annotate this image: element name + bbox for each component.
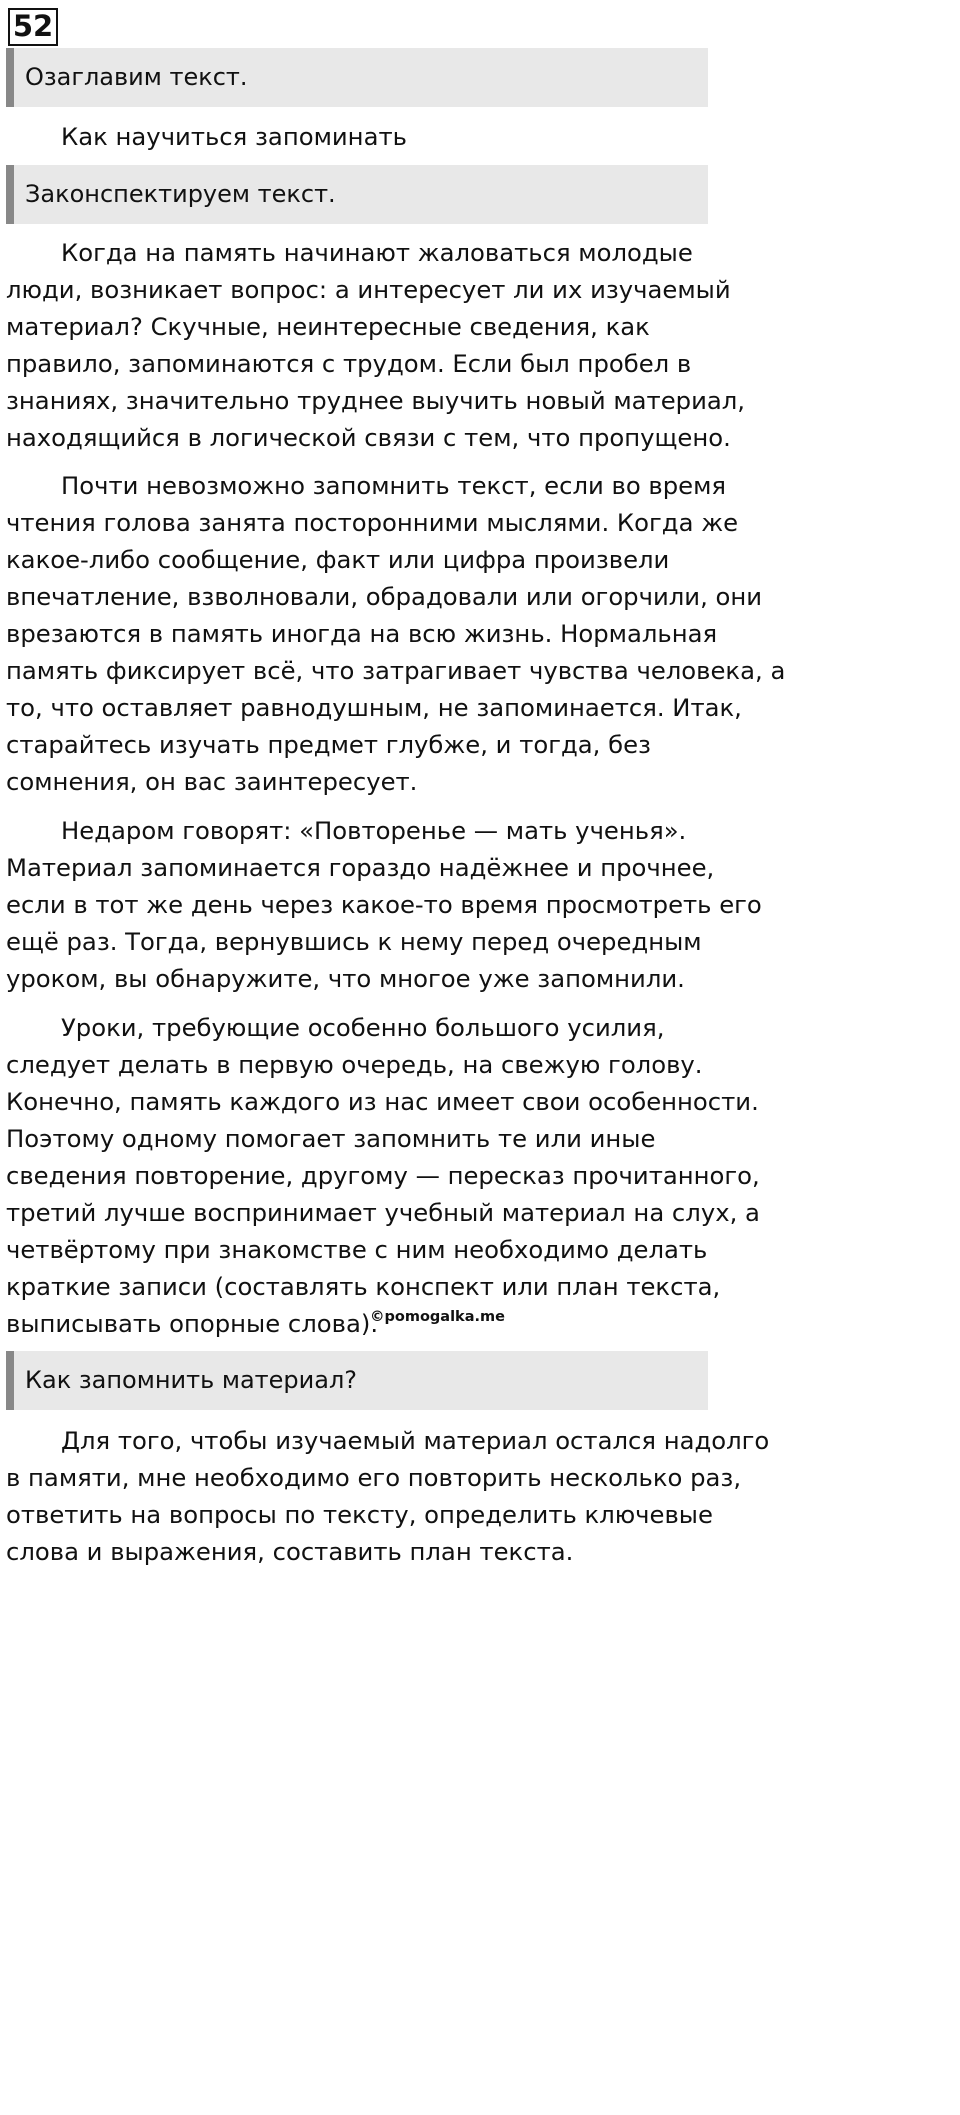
summary-line: старайтесь изучать предмет глубже, и тогда, без [6, 730, 651, 759]
summary-line: знаниях, значительно труднее выучить новый материал, [6, 386, 746, 415]
summary-line: Почти невозможно запомнить текст, если во время [61, 471, 727, 500]
summary-line: уроком, вы обнаружите, что многое уже запомнили. [6, 964, 685, 993]
summary-line: Поэтому одному помогает запомнить те или иные [6, 1124, 656, 1153]
summary-line: Уроки, требующие особенно большого усилия, [61, 1013, 665, 1042]
summary-line: находящийся в логической связи с тем, что пропущено. [6, 423, 731, 452]
text-title-answer: Как научиться запоминать [61, 122, 407, 151]
prompt-bar-question [6, 1351, 708, 1410]
summary-line: краткие записи (составлять конспект или план текста, [6, 1272, 721, 1301]
summary-line: третий лучше воспринимает учебный материал на слух, а [6, 1198, 760, 1227]
summary-line: люди, возникает вопрос: а интересует ли их изучаемый [6, 275, 731, 304]
answer-line: Для того, чтобы изучаемый материал остался надолго [61, 1426, 770, 1455]
summary-line: Недаром говорят: «Повторенье — мать ученья». [61, 816, 687, 845]
prompt-summary-label: Законспектируем текст. [25, 180, 336, 208]
summary-line: Когда на память начинают жаловаться молодые [61, 238, 693, 267]
summary-line: ещё раз. Тогда, вернувшись к нему перед очередным [6, 927, 702, 956]
prompt-bar-title [6, 48, 708, 107]
summary-line: какое-либо сообщение, факт или цифра произвели [6, 545, 670, 574]
summary-line: память фиксирует всё, что затрагивает чувства человека, а [6, 656, 786, 685]
summary-line: то, что оставляет равнодушным, не запоминается. Итак, [6, 693, 742, 722]
summary-line: Конечно, память каждого из нас имеет свои особенности. [6, 1087, 759, 1116]
summary-line: если в тот же день через какое-то время просмотреть его [6, 890, 762, 919]
summary-line: следует делать в первую очередь, на свежую голову. [6, 1050, 703, 1079]
summary-line: правило, запоминаются с трудом. Если был пробел в [6, 349, 692, 378]
prompt-bar-summary [6, 165, 708, 224]
summary-line: чтения голова занята посторонними мыслями. Когда же [6, 508, 739, 537]
summary-line: выписывать опорные слова). [6, 1309, 379, 1338]
summary-line: сомнения, он вас заинтересует. [6, 767, 418, 796]
summary-line: впечатление, взволновали, обрадовали или огорчили, они [6, 582, 763, 611]
answer-line: слова и выражения, составить план текста. [6, 1537, 574, 1566]
answer-line: в памяти, мне необходимо его повторить несколько раз, [6, 1463, 742, 1492]
summary-line: Материал запоминается гораздо надёжнее и прочнее, [6, 853, 715, 882]
prompt-question-label: Как запомнить материал? [25, 1366, 358, 1394]
site-watermark: ©pomogalka.me [370, 1309, 505, 1325]
summary-line: врезаются в память иногда на всю жизнь. Нормальная [6, 619, 718, 648]
prompt-title-label: Озаглавим текст. [25, 63, 248, 91]
summary-line: материал? Скучные, неинтересные сведения, как [6, 312, 650, 341]
summary-line: четвёртому при знакомстве с ним необходимо делать [6, 1235, 708, 1264]
task-number-box: 52 [8, 8, 58, 46]
summary-line: сведения повторение, другому — пересказ прочитанного, [6, 1161, 760, 1190]
answer-line: ответить на вопросы по тексту, определить ключевые [6, 1500, 713, 1529]
